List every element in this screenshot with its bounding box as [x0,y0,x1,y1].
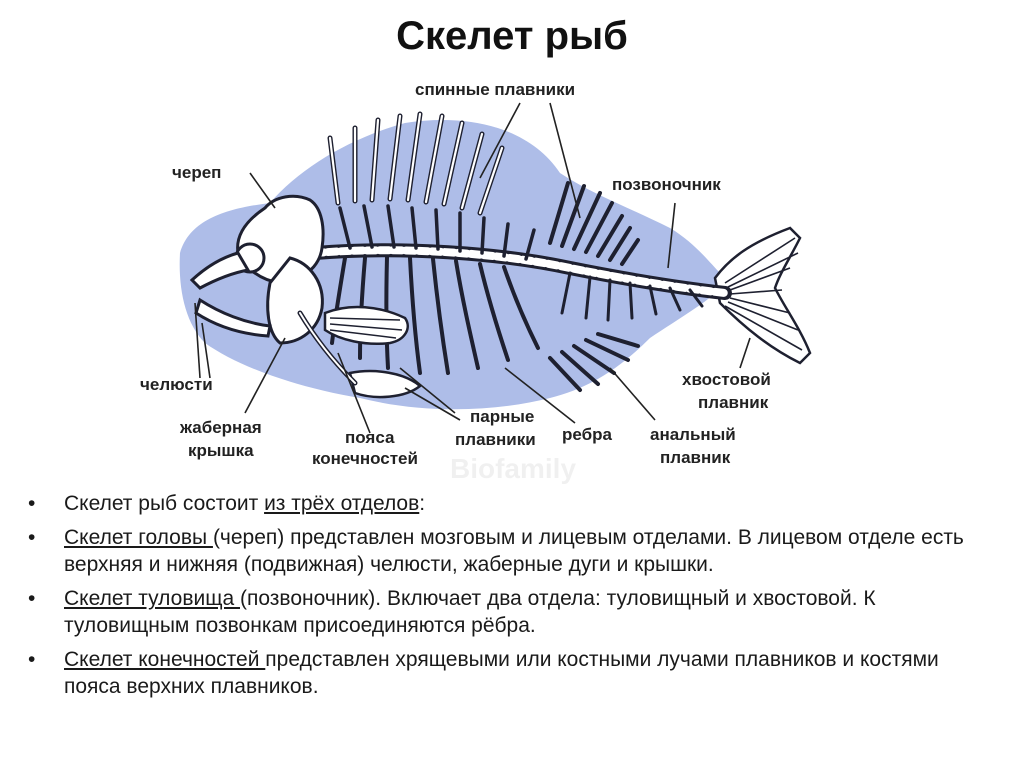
bullet-text: Скелет рыб состоит [64,492,265,515]
label-anal-fin-1: анальный [650,425,736,444]
fish-skeleton-svg [140,68,840,488]
label-tail-fin-1: хвостовой [682,370,771,389]
bullet-underlined: Скелет головы [64,526,213,549]
label-ribs: ребра [562,425,612,444]
bullet-item [28,646,988,700]
bullet-underlined: Скелет туловища [64,587,240,610]
bullet-dot: • [28,587,36,610]
watermark: Biofamily [450,453,577,484]
bullet-dot: • [28,526,36,549]
label-limb-girdles-1: пояса [345,428,395,447]
slide-title: Скелет рыб [396,14,628,58]
bullet-dot: • [28,492,36,515]
label-anal-fin-2: плавник [660,448,731,467]
bullet-item [28,524,988,578]
bullet-dot: • [28,648,36,671]
label-paired-fins-1: парные [470,407,535,426]
bullet-item [28,585,988,639]
label-jaws: челюсти [140,375,213,394]
label-limb-girdles-2: конечностей [312,449,418,468]
label-gill-cover-2: крышка [188,441,254,460]
label-tail-fin-2: плавник [698,393,769,412]
bullet-underlined: Скелет конечностей [64,648,266,671]
bullet-item [28,490,988,517]
label-spinal-fins: спинные плавники [415,80,576,99]
label-spine: позвоночник [612,175,721,194]
fish-skeleton-diagram [140,68,840,488]
label-paired-fins-2: плавники [455,430,536,449]
bullet-text-tail: (позвоночник). Включает два отдела: туловищный и хвостовой. К туловищным позвонкам присоединяются рёбра. [64,587,876,637]
bullet-text-tail: представлен хрящевыми или костными лучами плавников и костями пояса верхних плавников. [64,648,939,698]
label-gill-cover-1: жаберная [180,418,262,437]
bullet-list [28,490,988,707]
bullet-text-tail: (череп) представлен мозговым и лицевым отделами. В лицевом отделе есть верхняя и нижняя (подвижная) челюсти, жаберные дуги и крышки. [64,526,964,576]
label-skull: череп [172,163,222,182]
bullet-text-tail: : [419,492,426,515]
bullet-underlined: из трёх отделов [264,492,420,515]
